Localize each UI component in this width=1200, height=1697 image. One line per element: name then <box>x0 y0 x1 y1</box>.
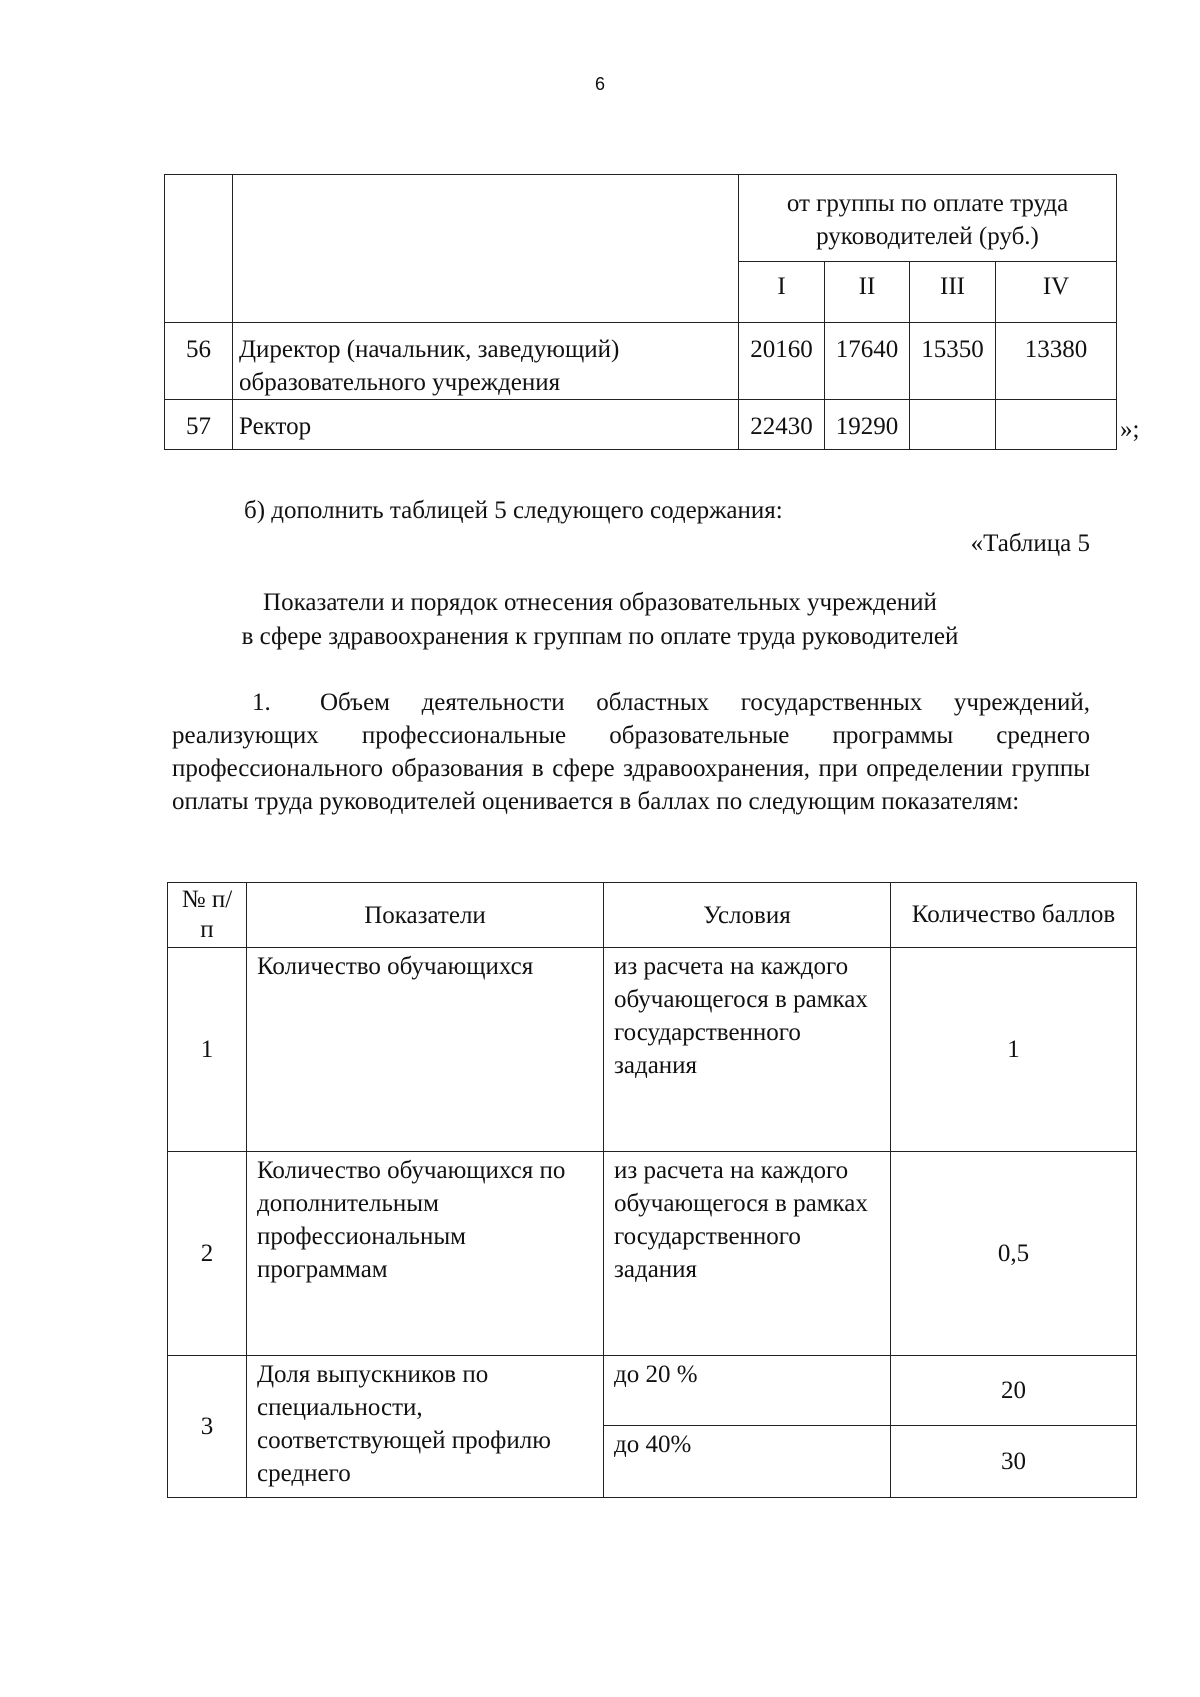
row-value <box>996 400 1117 450</box>
header-indicators: Показатели <box>247 883 604 948</box>
header-points: Количество баллов <box>891 883 1137 948</box>
row-value: 22430 <box>739 400 825 450</box>
row-points: 0,5 <box>891 1152 1137 1356</box>
row-num: 2 <box>168 1152 247 1356</box>
table-row <box>165 400 1117 450</box>
row-condition: до 20 % <box>604 1356 891 1426</box>
table-header-row <box>168 883 1137 948</box>
row-points: 20 <box>891 1356 1137 1426</box>
row-value: 13380 <box>996 323 1117 400</box>
paragraph-number: 1. <box>252 689 271 716</box>
header-conditions: Условия <box>604 883 891 948</box>
section-heading <box>0 586 1200 654</box>
paragraph-text: Объем деятельности областных государственных учреждений, реализующих профессиональные образовательные программы среднего профессионального образования в сфере здравоохранения, при определении группы оплаты труда руководителей оценивается в баллах по следующим показателям: <box>172 689 1090 815</box>
row-value: 19290 <box>825 400 910 450</box>
table-row <box>168 1356 1137 1426</box>
row-num: 1 <box>168 948 247 1152</box>
table-row <box>168 948 1137 1152</box>
table1-num-header <box>165 175 233 323</box>
indicators-table <box>167 882 1137 1498</box>
body-paragraph <box>172 686 1090 818</box>
group-header-4: IV <box>996 262 1117 323</box>
row-value: 17640 <box>825 323 910 400</box>
row-indicator: Количество обучающихся <box>247 948 604 1152</box>
row-position: Директор (начальник, заведующий) образовательного учреждения <box>233 323 739 400</box>
row-points: 30 <box>891 1426 1137 1498</box>
salary-table <box>164 174 1117 450</box>
row-position: Ректор <box>233 400 739 450</box>
row-condition: до 40% <box>604 1426 891 1498</box>
table-row <box>168 1152 1137 1356</box>
page-number: 6 <box>594 74 605 94</box>
closing-quote: »; <box>1120 416 1140 443</box>
heading-line: Показатели и порядок отнесения образовательных учреждений <box>263 589 937 616</box>
paragraph-b: б) дополнить таблицей 5 следующего содержания: <box>244 497 783 524</box>
table-label: «Таблица 5 <box>970 530 1090 557</box>
row-num: 3 <box>168 1356 247 1498</box>
header-num: № п/п <box>168 883 247 948</box>
row-value: 15350 <box>910 323 996 400</box>
group-header-3: III <box>910 262 996 323</box>
table-row <box>165 323 1117 400</box>
row-indicator: Доля выпускников по специальности, соответствующей профилю среднего <box>247 1356 604 1498</box>
table1-group-header: от группы по оплате труда руководителей (руб.) <box>739 175 1117 262</box>
group-header-2: II <box>825 262 910 323</box>
group-header-1: I <box>739 262 825 323</box>
row-value: 20160 <box>739 323 825 400</box>
row-points: 1 <box>891 948 1137 1152</box>
row-value <box>910 400 996 450</box>
row-condition: из расчета на каждого обучающегося в рамках государственного задания <box>604 948 891 1152</box>
row-indicator: Количество обучающихся по дополнительным профессиональным программам <box>247 1152 604 1356</box>
table1-name-header <box>233 175 739 323</box>
row-condition: из расчета на каждого обучающегося в рамках государственного задания <box>604 1152 891 1356</box>
heading-line: в сфере здравоохранения к группам по оплате труда руководителей <box>241 623 959 650</box>
row-num: 56 <box>165 323 233 400</box>
row-num: 57 <box>165 400 233 450</box>
